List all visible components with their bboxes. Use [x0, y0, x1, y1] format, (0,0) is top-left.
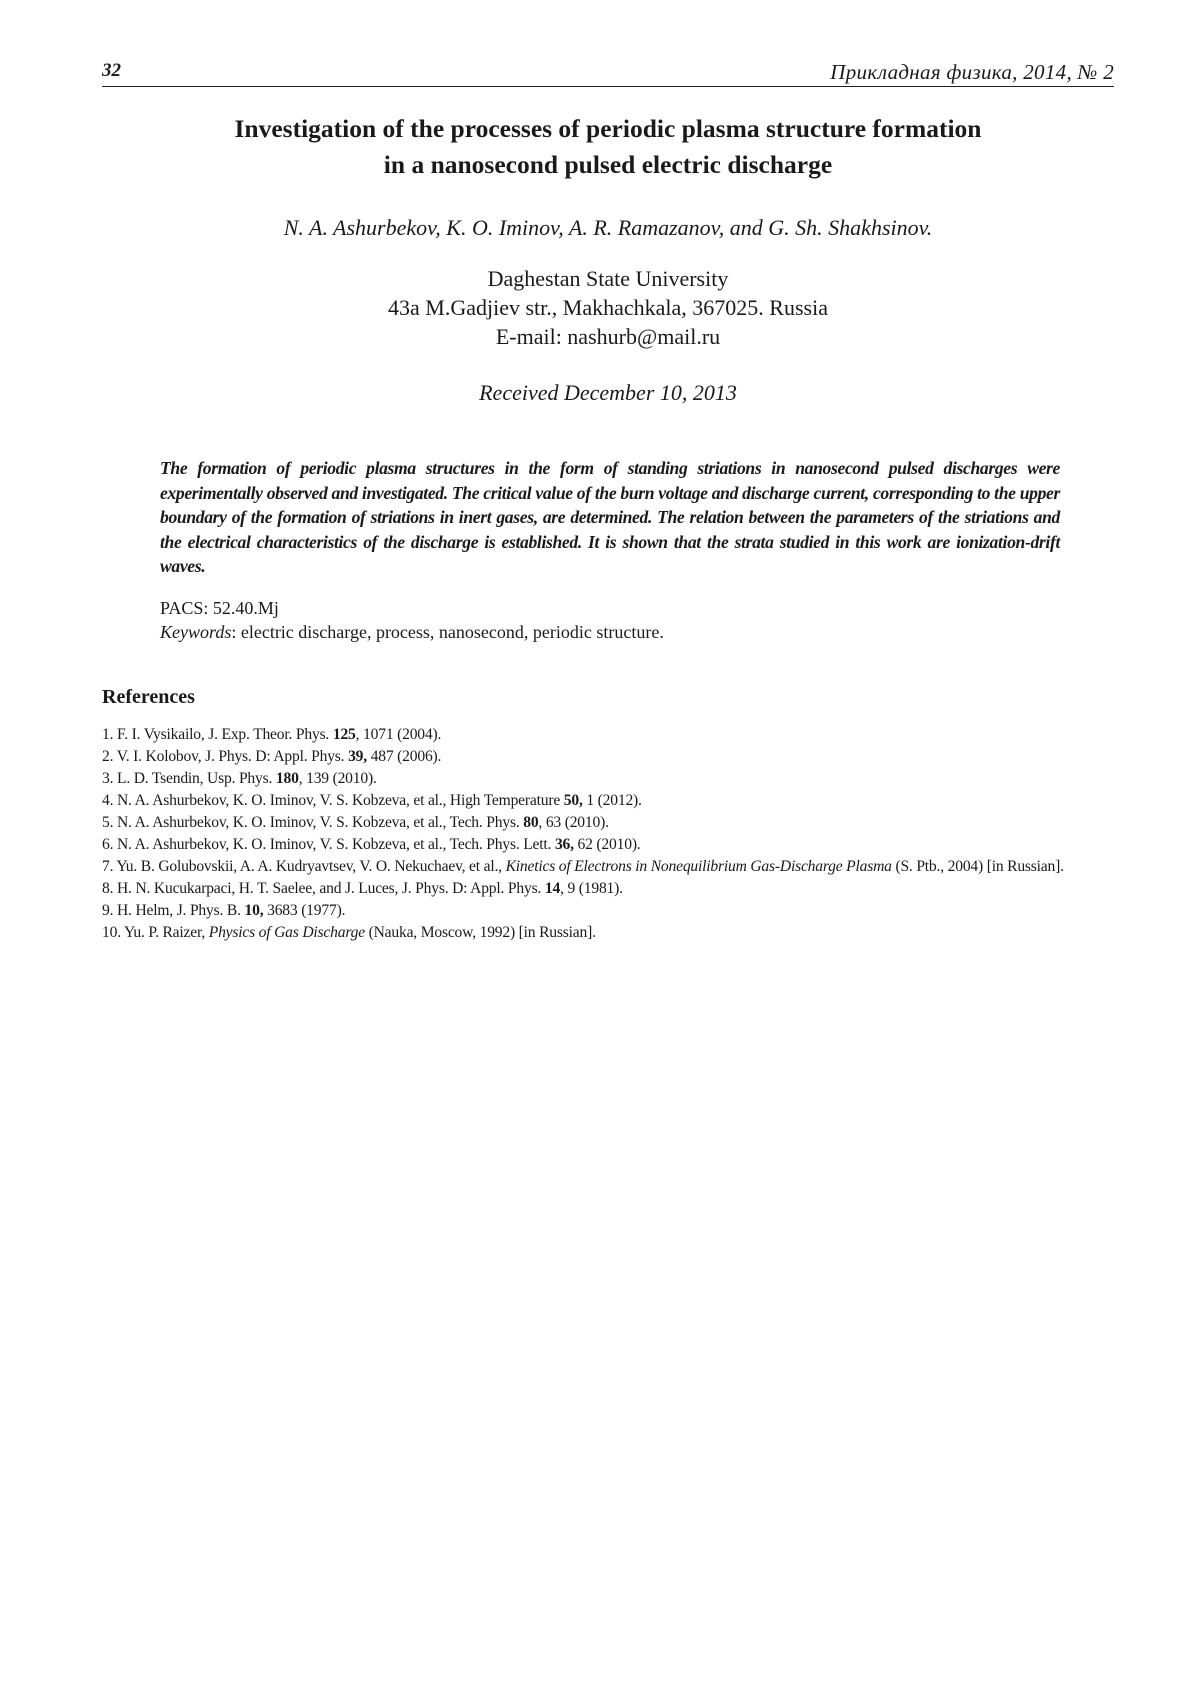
- reference-volume: 10,: [244, 902, 264, 919]
- institution: Daghestan State University: [487, 266, 729, 291]
- reference-text: 3. L. D. Tsendin, Usp. Phys.: [102, 770, 276, 787]
- journal-reference: Прикладная физика, 2014, № 2: [830, 60, 1114, 84]
- reference-text: 10. Yu. P. Raizer,: [102, 924, 209, 941]
- reference-list: [102, 724, 1117, 944]
- keywords-label: Keywords: [160, 622, 232, 642]
- address: 43a M.Gadjiev str., Makhachkala, 367025. Russia: [388, 295, 828, 320]
- reference-text: 6. N. A. Ashurbekov, K. O. Iminov, V. S. Kobzeva, et al., Tech. Phys. Lett.: [102, 836, 555, 853]
- reference-text: 4. N. A. Ashurbekov, K. O. Iminov, V. S. Kobzeva, et al., High Temperature: [102, 792, 564, 809]
- reference-book-title: Kinetics of Electrons in Nonequilibrium Gas-Discharge Plasma: [505, 858, 892, 875]
- reference-item: [102, 812, 1117, 834]
- reference-volume: 180: [275, 770, 299, 787]
- reference-volume: 80: [523, 814, 539, 831]
- reference-text: 1. F. I. Vysikailo, J. Exp. Theor. Phys.: [102, 726, 333, 743]
- reference-text: 5. N. A. Ashurbekov, K. O. Iminov, V. S. Kobzeva, et al., Tech. Phys.: [102, 814, 524, 831]
- email: E-mail: nashurb@mail.ru: [495, 324, 721, 349]
- reference-text: 7. Yu. B. Golubovskii, A. A. Kudryavtsev, V. O. Nekuchaev, et al.,: [102, 858, 506, 875]
- reference-volume: 14: [544, 880, 561, 897]
- reference-text: 2. V. I. Kolobov, J. Phys. D: Appl. Phys.: [102, 748, 349, 765]
- reference-item: [102, 768, 1117, 790]
- keywords-text: : electric discharge, process, nanosecond, periodic structure.: [231, 622, 664, 642]
- reference-tail: , 1071 (2004).: [355, 726, 442, 743]
- reference-volume: 125: [332, 726, 356, 743]
- reference-volume: 50,: [563, 792, 583, 809]
- reference-item: [102, 856, 1117, 878]
- reference-item: [102, 834, 1117, 856]
- reference-tail: 3683 (1977).: [263, 902, 346, 919]
- paper-title: [102, 111, 1114, 183]
- reference-volume: 39,: [348, 748, 367, 765]
- title-line-1: Investigation of the processes of periodic plasma structure formation: [234, 114, 982, 143]
- reference-text: 9. H. Helm, J. Phys. B.: [102, 902, 245, 919]
- reference-item: [102, 900, 1117, 922]
- title-line-2: in a nanosecond pulsed electric discharge: [383, 150, 833, 179]
- running-header: [102, 58, 1114, 87]
- references-heading: References: [102, 686, 195, 708]
- reference-tail: (Nauka, Moscow, 1992) [in Russian].: [364, 924, 596, 941]
- reference-item: [102, 922, 1117, 944]
- received-date: Received December 10, 2013: [479, 380, 737, 405]
- reference-volume: 36,: [554, 836, 574, 853]
- page-number: 32: [102, 60, 121, 81]
- affiliation: [102, 264, 1114, 351]
- reference-tail: 1 (2012).: [582, 792, 642, 809]
- keywords: [160, 622, 664, 643]
- reference-item: [102, 790, 1117, 812]
- reference-item: [102, 746, 1117, 768]
- reference-tail: 62 (2010).: [573, 836, 641, 853]
- reference-item: [102, 878, 1117, 900]
- reference-book-title: Physics of Gas Discharge: [208, 924, 365, 941]
- reference-tail: 487 (2006).: [366, 748, 442, 765]
- reference-tail: , 9 (1981).: [560, 880, 623, 897]
- reference-item: [102, 724, 1117, 746]
- reference-text: 8. H. N. Kucukarpaci, H. T. Saelee, and J. Luces, J. Phys. D: Appl. Phys.: [102, 880, 545, 897]
- reference-tail: , 139 (2010).: [298, 770, 377, 787]
- abstract: The formation of periodic plasma structures in the form of standing striations in nanosecond pulsed discharges were experimentally observed and investigated. The critical value of the burn voltage and discharge current, corresponding to the upper boundary of the formation of striations in inert gases, are determined. The relation between the parameters of the striations and the electrical characteristics of the discharge is established. It is shown that the strata studied in this work are ionization-drift waves.: [160, 458, 1060, 576]
- reference-tail: (S. Ptb., 2004) [in Russian].: [891, 858, 1064, 875]
- reference-tail: , 63 (2010).: [538, 814, 609, 831]
- author-list: N. A. Ashurbekov, K. O. Iminov, A. R. Ramazanov, and G. Sh. Shakhsinov.: [283, 215, 933, 240]
- pacs-code: PACS: 52.40.Mj: [160, 598, 279, 618]
